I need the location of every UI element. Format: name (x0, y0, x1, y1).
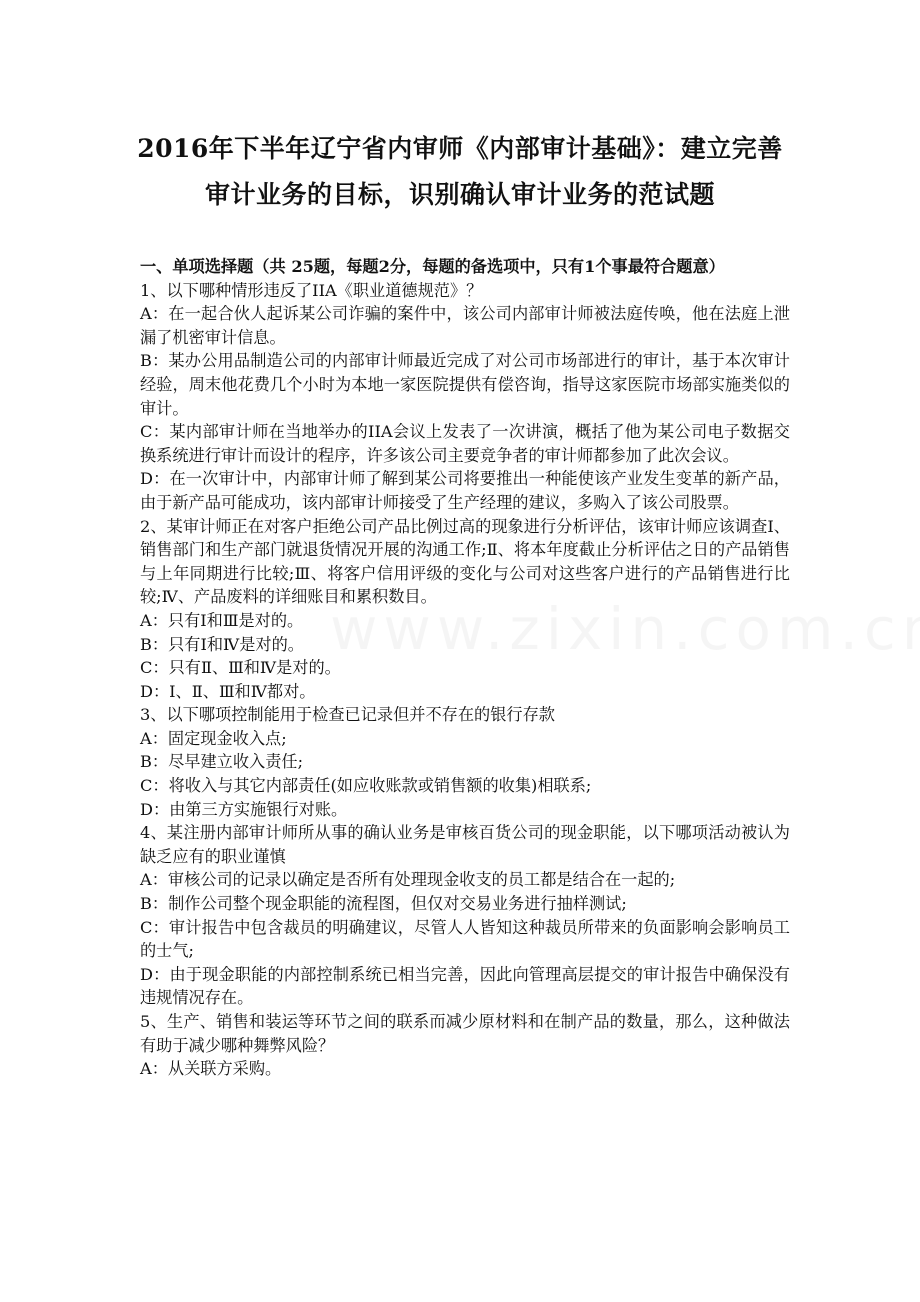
question-1-option-d: D：在一次审计中，内部审计师了解到某公司将要推出一种能使该产业发生变革的新产品，由于新产品可能成功，该内部审计师接受了生产经理的建议，多购入了该公司股票。 (140, 469, 790, 512)
document-title (100, 126, 820, 218)
question-3-option-a: A：固定现金收入点; (140, 728, 287, 748)
question-3-option-d: D：由第三方实施银行对账。 (140, 799, 348, 819)
document-title-line-2: 审计业务的目标，识别确认审计业务的范试题 (204, 180, 715, 209)
question-2-option-a: A：只有Ⅰ和Ⅲ是对的。 (140, 610, 304, 630)
question-4-option-a: A：审核公司的记录以确定是否所有处理现金收支的员工都是结合在一起的; (140, 870, 676, 890)
question-3: 3、以下哪项控制能用于检查已记录但并不存在的银行存款 (140, 705, 555, 725)
question-4-option-c: C：审计报告中包含裁员的明确建议，尽管人人皆知这种裁员所带来的负面影响会影响员工的士气; (140, 917, 790, 961)
section-heading: 一、单项选择题（共 25题，每题2分，每题的备选项中，只有1个事最符合题意） (140, 257, 725, 276)
document-title-line-1: 2016年下半年辽宁省内审师《内部审计基础》：建立完善 (137, 134, 783, 163)
question-4-option-d: D：由于现金职能的内部控制系统已相当完善，因此向管理高层提交的审计报告中确保没有违规情况存在。 (140, 964, 790, 1008)
document-body (140, 255, 790, 1081)
question-1-option-c: C：某内部审计师在当地举办的IIA会议上发表了一次讲演，概括了他为某公司电子数据交换系统进行审计而设计的程序，许多该公司主要竞争者的审计师都参加了此次会议。 (140, 422, 790, 465)
question-1-option-a: A：在一起合伙人起诉某公司诈骗的案件中，该公司内部审计师被法庭传唤，他在法庭上泄漏了机密审计信息。 (140, 304, 790, 347)
question-4-option-b: B：制作公司整个现金职能的流程图，但仅对交易业务进行抽样测试; (140, 894, 627, 914)
question-2: 2、某审计师正在对客户拒绝公司产品比例过高的现象进行分析评估，该审计师应该调查Ⅰ、销售部门和生产部门就退货情况开展的沟通工作;Ⅱ、将本年度截止分析评估之日的产品销售与上年同期进行比较;Ⅲ、将客户信用评级的变化与公司对这些客户进行的产品销售进行比较;Ⅳ、产品废料的详细账目和累积数目。 (140, 516, 790, 607)
question-5-option-a: A：从关联方采购。 (140, 1059, 282, 1079)
question-2-option-c: C：只有Ⅱ、Ⅲ和Ⅳ是对的。 (140, 658, 341, 678)
question-1: 1、以下哪种情形违反了IIA《职业道德规范》？ (140, 280, 483, 300)
question-5: 5、生产、销售和装运等环节之间的联系而减少原材料和在制产品的数量，那么，这种做法有助于减少哪种舞弊风险？ (140, 1012, 790, 1055)
question-2-option-b: B：只有Ⅰ和Ⅳ是对的。 (140, 634, 304, 654)
question-1-option-b: B：某办公用品制造公司的内部审计师最近完成了对公司市场部进行的审计，基于本次审计经验，周末他花费几个小时为本地一家医院提供有偿咨询，指导这家医院市场部实施类似的审计。 (140, 351, 790, 418)
question-3-option-c: C：将收入与其它内部责任(如应收账款或销售额的收集)相联系; (140, 776, 592, 796)
question-3-option-b: B：尽早建立收入责任; (140, 752, 304, 772)
question-4: 4、某注册内部审计师所从事的确认业务是审核百货公司的现金职能，以下哪项活动被认为缺乏应有的职业谨慎 (140, 823, 790, 866)
question-2-option-d: D：Ⅰ、Ⅱ、Ⅲ和Ⅳ都对。 (140, 681, 316, 701)
